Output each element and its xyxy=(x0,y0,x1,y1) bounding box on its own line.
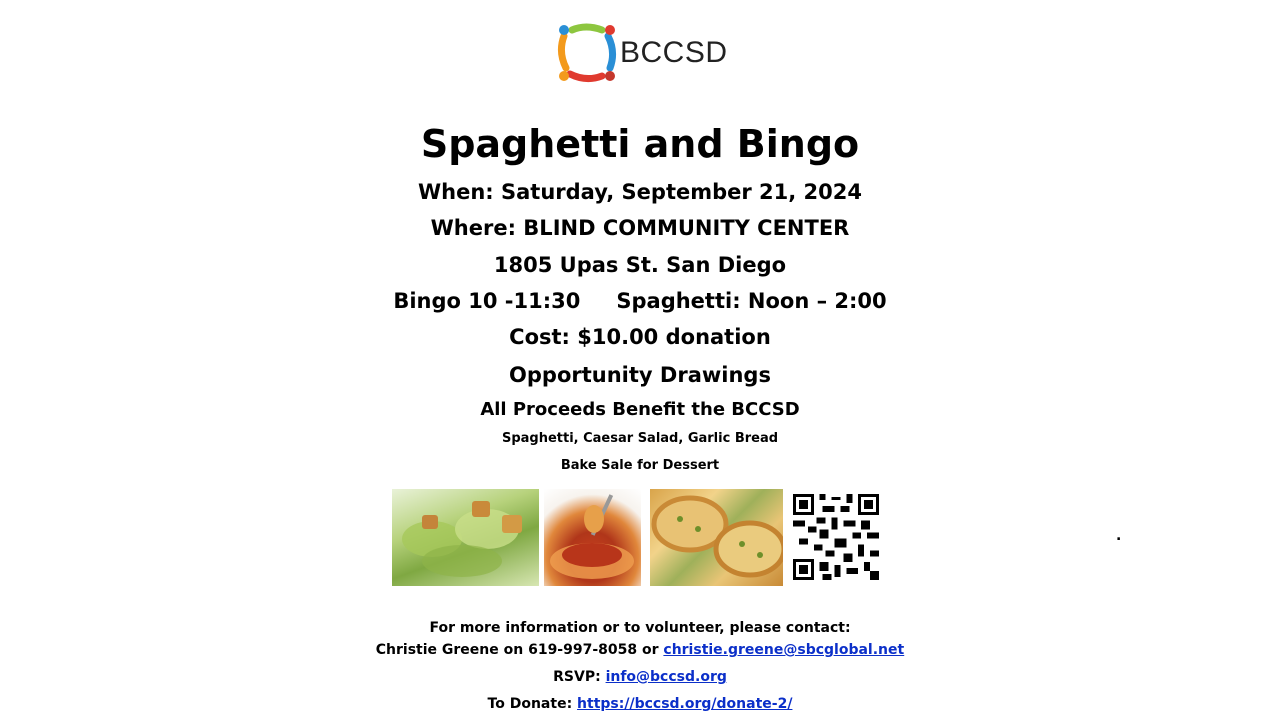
rsvp-line xyxy=(0,669,1280,685)
logo-text: BCCSD xyxy=(620,36,728,69)
rsvp-email-link[interactable]: info@bccsd.org xyxy=(605,669,727,685)
rsvp-label: RSVP: xyxy=(553,669,606,685)
event-address: 1805 Upas St. San Diego xyxy=(493,253,787,277)
proceeds-note: All Proceeds Benefit the BCCSD xyxy=(480,399,800,420)
event-cost: Cost: $10.00 donation xyxy=(509,325,771,349)
caesar-salad-photo xyxy=(392,489,539,586)
bingo-time: Bingo 10 -11:30 xyxy=(393,289,581,313)
donate-line xyxy=(0,696,1280,712)
bccsd-logo xyxy=(556,22,726,84)
qr-code[interactable] xyxy=(793,494,879,580)
donate-label: To Donate: xyxy=(487,696,578,712)
opportunity-drawings: Opportunity Drawings xyxy=(509,363,771,387)
spaghetti-photo xyxy=(544,489,641,586)
contact-person xyxy=(0,642,1280,658)
event-title: Spaghetti and Bingo xyxy=(420,122,860,166)
contact-email-link[interactable]: christie.greene@sbcglobal.net xyxy=(663,642,905,658)
event-times xyxy=(0,289,1280,313)
contact-intro: For more information or to volunteer, please contact: xyxy=(429,620,851,636)
donate-link[interactable]: https://bccsd.org/donate-2/ xyxy=(577,696,793,712)
garlic-bread-photo xyxy=(650,489,783,586)
spaghetti-time: Spaghetti: Noon – 2:00 xyxy=(616,289,887,313)
bccsd-people-circle-icon xyxy=(556,22,618,84)
contact-person-text: Christie Greene on 619-997-8058 or xyxy=(375,642,664,658)
event-location: Where: BLIND COMMUNITY CENTER xyxy=(430,216,850,240)
menu-items: Spaghetti, Caesar Salad, Garlic Bread xyxy=(501,431,779,446)
dessert-note: Bake Sale for Dessert xyxy=(560,458,720,473)
stray-mark: . xyxy=(1116,528,1122,544)
event-date: When: Saturday, September 21, 2024 xyxy=(417,180,863,204)
